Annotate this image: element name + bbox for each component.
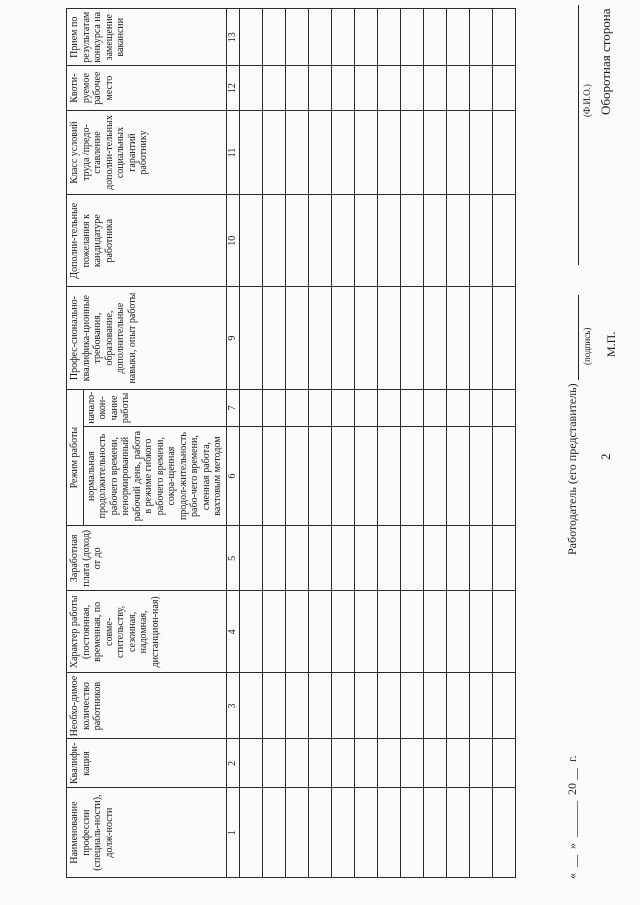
table-cell[interactable] [469,9,492,66]
table-cell[interactable] [331,287,354,390]
table-cell[interactable] [400,110,423,194]
table-cell[interactable] [423,526,446,591]
table-row [308,9,331,878]
table-cell[interactable] [469,195,492,287]
table-cell[interactable] [446,591,469,673]
table-cell[interactable] [377,591,400,673]
table-cell[interactable] [331,9,354,66]
table-cell[interactable] [239,526,262,591]
col-number: 2 [226,739,239,788]
table-cell[interactable] [308,739,331,788]
table-cell[interactable] [400,9,423,66]
table-cell[interactable] [354,591,377,673]
col-header-work-mode-type: нормальная продолжительность рабочего времени, ненормированный рабочий день, работа в режиме гибкого рабочего времени, сокра-щенная продол-жительность рабо-чего времени, сменная работа, вахтовым методом [83,426,226,526]
col-number: 1 [226,788,239,878]
table-cell[interactable] [423,287,446,390]
table-cell[interactable] [377,526,400,591]
signature-caption: (подпись) [582,327,592,365]
table-cell[interactable] [377,66,400,110]
side-label: Оборотная сторона [598,8,613,115]
table-cell[interactable] [400,788,423,878]
table-cell[interactable] [492,426,515,526]
table-cell[interactable] [262,591,285,673]
table-cell[interactable] [239,66,262,110]
table-cell[interactable] [446,673,469,739]
table-row [377,9,400,878]
table-cell[interactable] [446,526,469,591]
col-header-work-mode: Режим работы [67,390,84,526]
table-cell[interactable] [423,195,446,287]
col-header-requirements: Профес-сионально-квалифика-ционные требования, образование, дополнительные навыки, опыт работы [67,287,227,390]
table-cell[interactable] [308,526,331,591]
table-cell[interactable] [331,426,354,526]
table-cell[interactable] [400,591,423,673]
table-cell[interactable] [285,673,308,739]
table-cell[interactable] [423,673,446,739]
table-cell[interactable] [492,66,515,110]
table-cell[interactable] [354,673,377,739]
table-cell[interactable] [262,526,285,591]
vacancy-table [66,8,516,878]
table-cell[interactable] [492,788,515,878]
col-header-work-nature: Характер работы (постоянная, временная, по совме-стительству, сезонная, надомная, дистанцион-ная) [67,591,227,673]
table-cell[interactable] [354,195,377,287]
table-cell[interactable] [469,287,492,390]
table-cell[interactable] [285,110,308,194]
table-cell[interactable] [308,591,331,673]
table-row [331,9,354,878]
table-cell[interactable] [492,110,515,194]
date-line[interactable]: « __ » ______ 20 __ г. [565,755,579,879]
table-cell[interactable] [377,287,400,390]
table-cell[interactable] [446,195,469,287]
table-row [492,9,515,878]
table-cell[interactable] [262,739,285,788]
table-cell[interactable] [331,591,354,673]
table-cell[interactable] [469,66,492,110]
table-cell[interactable] [239,195,262,287]
table-cell[interactable] [239,788,262,878]
fio-caption: (Ф.И.О.) [582,84,592,117]
table-cell[interactable] [446,426,469,526]
table-cell[interactable] [308,426,331,526]
signature-block [560,15,640,885]
table-cell[interactable] [492,591,515,673]
table-cell[interactable] [469,390,492,427]
table-cell[interactable] [331,390,354,427]
table-cell[interactable] [331,788,354,878]
signature-line[interactable] [578,295,579,380]
table-cell[interactable] [446,9,469,66]
table-cell[interactable] [262,788,285,878]
table-cell[interactable] [492,739,515,788]
col-number: 13 [226,9,239,66]
table-cell[interactable] [377,110,400,194]
table-cell[interactable] [285,287,308,390]
table-cell[interactable] [423,739,446,788]
table-cell[interactable] [377,195,400,287]
fio-line[interactable] [578,5,579,265]
table-cell[interactable] [423,426,446,526]
table-cell[interactable] [492,673,515,739]
table-cell[interactable] [262,195,285,287]
table-cell[interactable] [423,591,446,673]
table-cell[interactable] [285,591,308,673]
table-cell[interactable] [331,739,354,788]
table-cell[interactable] [377,9,400,66]
table-cell[interactable] [400,287,423,390]
col-number: 11 [226,110,239,194]
table-cell[interactable] [354,739,377,788]
table-cell[interactable] [377,739,400,788]
table-cell[interactable] [469,739,492,788]
col-header-quota: Квоти-руемое рабочее место [67,66,227,110]
table-cell[interactable] [308,195,331,287]
table-cell[interactable] [354,788,377,878]
table-cell[interactable] [331,195,354,287]
table-cell[interactable] [239,287,262,390]
header-row [67,9,84,878]
table-row [239,9,262,878]
table-cell[interactable] [446,739,469,788]
table-cell[interactable] [331,526,354,591]
table-cell[interactable] [239,9,262,66]
col-header-work-hours: начало-окон-чание работы [83,390,226,427]
table-cell[interactable] [446,390,469,427]
table-cell[interactable] [262,9,285,66]
table-cell[interactable] [377,673,400,739]
table-cell[interactable] [423,9,446,66]
table-cell[interactable] [239,739,262,788]
table-cell[interactable] [446,110,469,194]
table-row [285,9,308,878]
table-cell[interactable] [308,9,331,66]
stamp-place: М.П. [604,331,618,357]
table-cell[interactable] [262,390,285,427]
table-cell[interactable] [354,390,377,427]
table-cell[interactable] [400,526,423,591]
table-cell[interactable] [308,788,331,878]
table-cell[interactable] [492,9,515,66]
table-cell[interactable] [285,788,308,878]
table-cell[interactable] [423,110,446,194]
col-header-conditions: Класс условий труда /предо-ставление дополни-тельных социальных гарантий работнику [67,110,227,194]
table-cell[interactable] [423,390,446,427]
table-cell[interactable] [354,526,377,591]
table-cell[interactable] [262,426,285,526]
table-cell[interactable] [308,66,331,110]
table-cell[interactable] [492,390,515,427]
table-cell[interactable] [492,195,515,287]
table-cell[interactable] [308,110,331,194]
table-cell[interactable] [446,66,469,110]
table-cell[interactable] [285,526,308,591]
table-cell[interactable] [377,390,400,427]
col-header-qualification: Квалифи-кация [67,739,227,788]
page-number: 2 [598,453,613,460]
table-cell[interactable] [469,110,492,194]
table-row [446,9,469,878]
col-number: 6 [226,426,239,526]
table-cell[interactable] [262,673,285,739]
table-row [354,9,377,878]
table-cell[interactable] [354,9,377,66]
col-number: 3 [226,673,239,739]
table-cell[interactable] [423,66,446,110]
table-cell[interactable] [469,426,492,526]
col-header-worker-count: Необхо-димое количество работников [67,673,227,739]
table-cell[interactable] [308,287,331,390]
table-cell[interactable] [262,66,285,110]
table-cell[interactable] [308,673,331,739]
table-cell[interactable] [400,195,423,287]
table-cell[interactable] [354,110,377,194]
table-row [262,9,285,878]
table-cell[interactable] [331,66,354,110]
table-cell[interactable] [239,390,262,427]
table-cell[interactable] [446,788,469,878]
table-cell[interactable] [331,110,354,194]
table-cell[interactable] [285,195,308,287]
table-row [400,9,423,878]
table-cell[interactable] [377,426,400,526]
table-cell[interactable] [400,426,423,526]
table-cell[interactable] [469,526,492,591]
table-cell[interactable] [492,526,515,591]
table-cell[interactable] [285,390,308,427]
col-number: 10 [226,195,239,287]
table-cell[interactable] [239,110,262,194]
table-cell[interactable] [469,673,492,739]
empty-rows [239,9,515,878]
col-header-competition: Прием по результатам конкурса на замещение вакансии [67,9,227,66]
table-cell[interactable] [423,788,446,878]
col-header-salary: Заработная плата (доход) от до [67,526,227,591]
table-cell[interactable] [354,287,377,390]
table-cell[interactable] [285,739,308,788]
table-cell[interactable] [377,788,400,878]
table-cell[interactable] [308,390,331,427]
col-number: 12 [226,66,239,110]
table-cell[interactable] [239,426,262,526]
table-cell[interactable] [239,591,262,673]
table-cell[interactable] [285,66,308,110]
table-cell[interactable] [469,591,492,673]
table-cell[interactable] [285,9,308,66]
table-cell[interactable] [239,673,262,739]
table-row [469,9,492,878]
table-cell[interactable] [262,110,285,194]
table-cell[interactable] [400,390,423,427]
table-cell[interactable] [400,739,423,788]
col-number: 4 [226,591,239,673]
table-cell[interactable] [354,426,377,526]
col-header-profession: Наименование профессии (специаль-ности), долж-ности [67,788,227,878]
col-header-wishes: Дополни-тельные пожелания к кандидатуре работника [67,195,227,287]
table-cell[interactable] [469,788,492,878]
number-row [226,9,239,878]
table-cell[interactable] [285,426,308,526]
table-cell[interactable] [400,66,423,110]
employer-label: Работодатель (его представитель) [565,383,579,555]
table-cell[interactable] [262,287,285,390]
table-cell[interactable] [446,287,469,390]
col-number: 7 [226,390,239,427]
col-number: 5 [226,526,239,591]
table-cell[interactable] [331,673,354,739]
col-number: 9 [226,287,239,390]
table-cell[interactable] [354,66,377,110]
table-cell[interactable] [492,287,515,390]
table-cell[interactable] [400,673,423,739]
table-row [423,9,446,878]
